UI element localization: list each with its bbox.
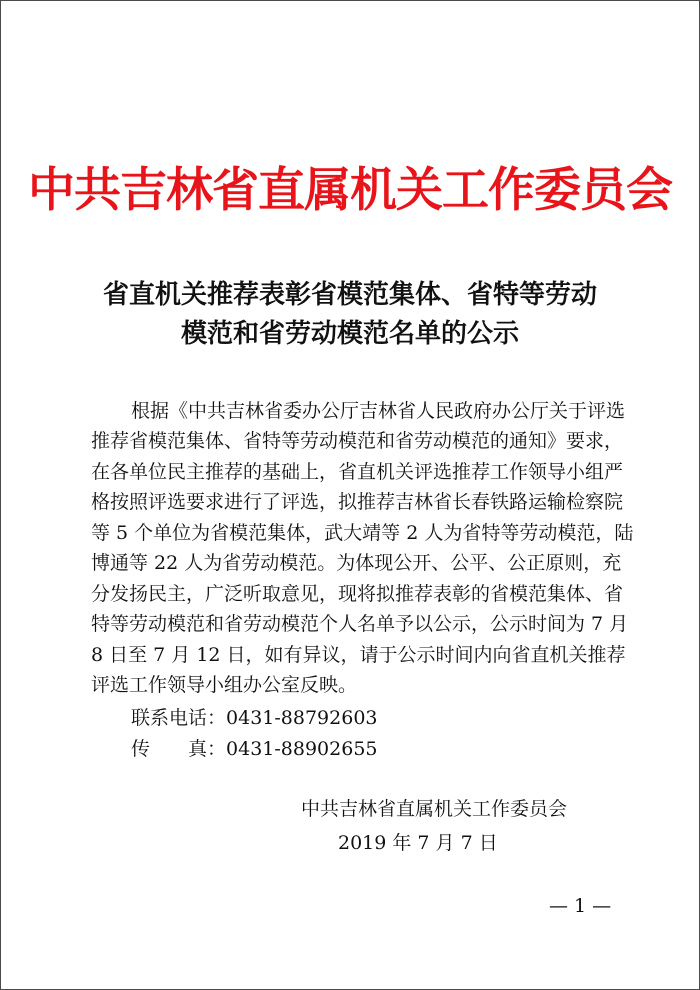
contact-fax-label: 传 真：: [131, 738, 227, 760]
body-line-10: 评选工作领导小组办公室反映。: [91, 674, 358, 696]
contact-fax-value: 0431-88902655: [226, 738, 378, 760]
document-header: 中共吉林省直属机关工作委员会: [28, 163, 672, 218]
body-line-6: 博通等 22 人为省劳动模范。为体现公开、公平、公正原则，充: [91, 552, 622, 574]
body-line-9: 8 日至 7 月 12 日，如有异议，请于公示时间内向省直机关推荐: [91, 644, 626, 666]
body-line-2: 推荐省模范集体、省特等劳动模范和省劳动模范的通知》要求，: [91, 430, 624, 452]
contact-fax: [131, 734, 378, 764]
document-title-line-1: 省直机关推荐表彰省模范集体、省特等劳动: [102, 280, 597, 310]
signature-date: 2019 年 7 月 7 日: [338, 832, 498, 854]
body-line-8: 特等劳动模范和省劳动模范个人名单予以公示，公示时间为 7 月: [91, 613, 629, 635]
body-line-5: 等 5 个单位为省模范集体，武大靖等 2 人为省特等劳动模范，陆: [91, 522, 634, 544]
contact-phone-label: 联系电话：: [131, 707, 227, 729]
document-title-line-2: 模范和省劳动模范名单的公示: [180, 319, 519, 349]
body-line-7: 分发扬民主，广泛听取意见，现将拟推荐表彰的省模范集体、省: [91, 583, 624, 605]
body-line-3: 在各单位民主推荐的基础上，省直机关评选推荐工作领导小组严: [91, 461, 624, 483]
contact-phone-value: 0431-88792603: [226, 707, 378, 729]
page-number: — 1 —: [549, 895, 612, 917]
signature-organization: 中共吉林省直属机关工作委员会: [301, 798, 568, 820]
body-line-1: 根据《中共吉林省委办公厅吉林省人民政府办公厅关于评选: [131, 400, 626, 422]
contact-phone: [131, 703, 378, 733]
body-line-4: 格按照评选要求进行了评选，拟推荐吉林省长春铁路运输检察院: [91, 491, 624, 513]
